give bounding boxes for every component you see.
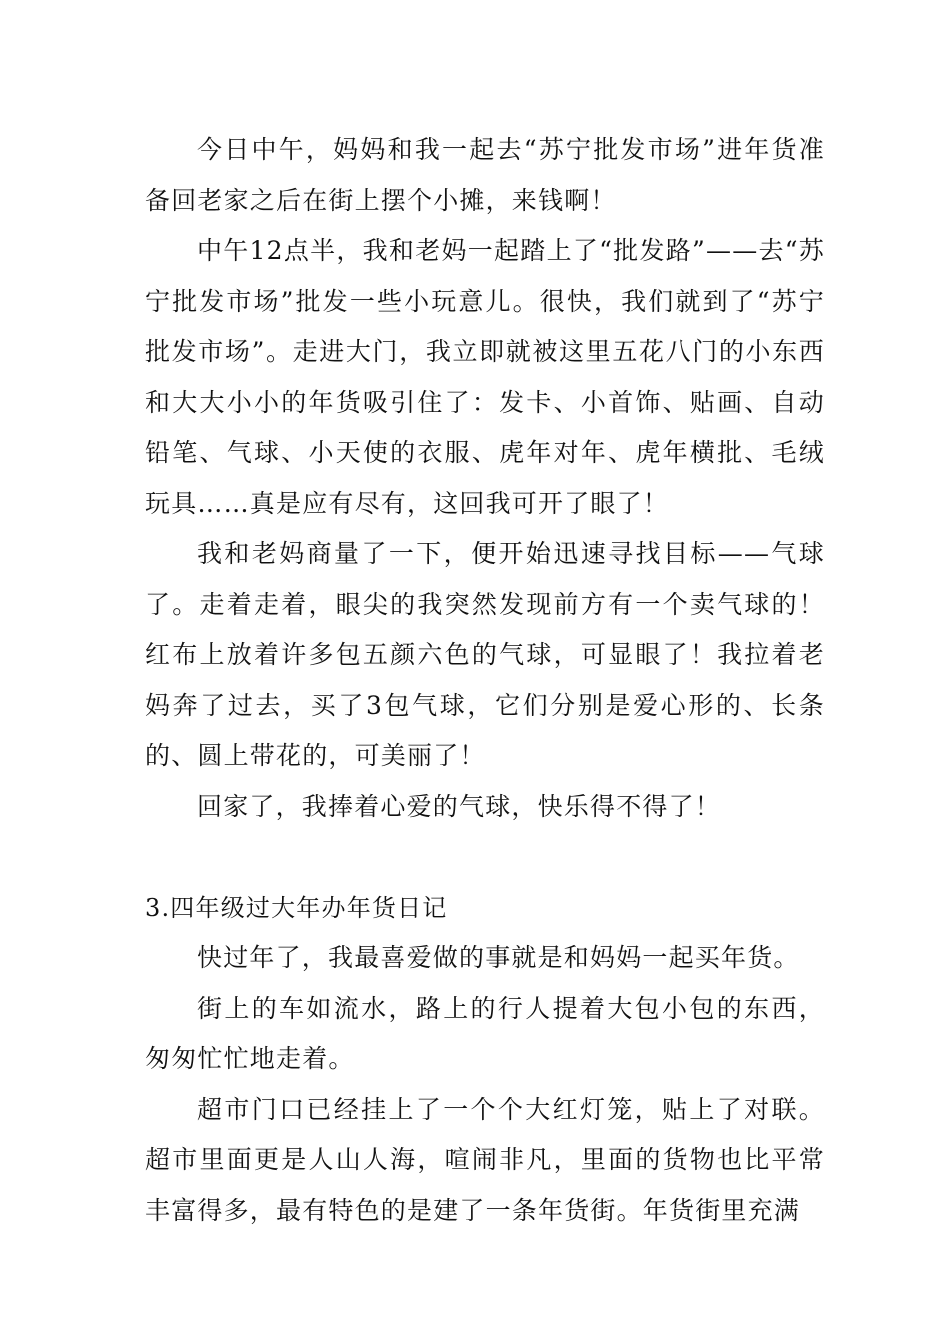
paragraph-spacer (145, 832, 825, 883)
paragraph: 快过年了，我最喜爱做的事就是和妈妈一起买年货。 (197, 943, 800, 972)
paragraph: 中午12点半，我和老妈一起踏上了“批发路”——去“苏宁批发市场”批发一些小玩意儿。很快，我们就到了“苏宁批发市场”。走进大门，我立即就被这里五花八门的小东西和大大小小的年货吸引住了：发卡、小首饰、贴画、自动铅笔、气球、小天使的衣服、虎年对年、虎年横批、毛绒玩具……真是应有尽有，这回我可开了眼了！ (145, 236, 825, 518)
section-heading: 3.四年级过大年办年货日记 (145, 893, 448, 922)
paragraph: 街上的车如流水，路上的行人提着大包小包的东西，匆匆忙忙地走着。 (145, 993, 825, 1073)
paragraph: 今日中午，妈妈和我一起去“苏宁批发市场”进年货准备回老家之后在街上摆个小摊，来钱啊！ (145, 135, 825, 215)
paragraph: 我和老妈商量了一下，便开始迅速寻找目标——气球了。走着走着，眼尖的我突然发现前方有一个卖气球的！红布上放着许多包五颜六色的气球，可显眼了！我拉着老妈奔了过去，买了3包气球，它们分别是爱心形的、长条的、圆上带花的，可美丽了！ (145, 539, 825, 770)
paragraph: 回家了，我捧着心爱的气球，快乐得不得了！ (197, 791, 722, 821)
paragraph: 超市门口已经挂上了一个个大红灯笼，贴上了对联。超市里面更是人山人海，喧闹非凡，里面的货物也比平常丰富得多，最有特色的是建了一条年货街。年货街里充满 (145, 1094, 825, 1225)
document-body (145, 125, 825, 1236)
